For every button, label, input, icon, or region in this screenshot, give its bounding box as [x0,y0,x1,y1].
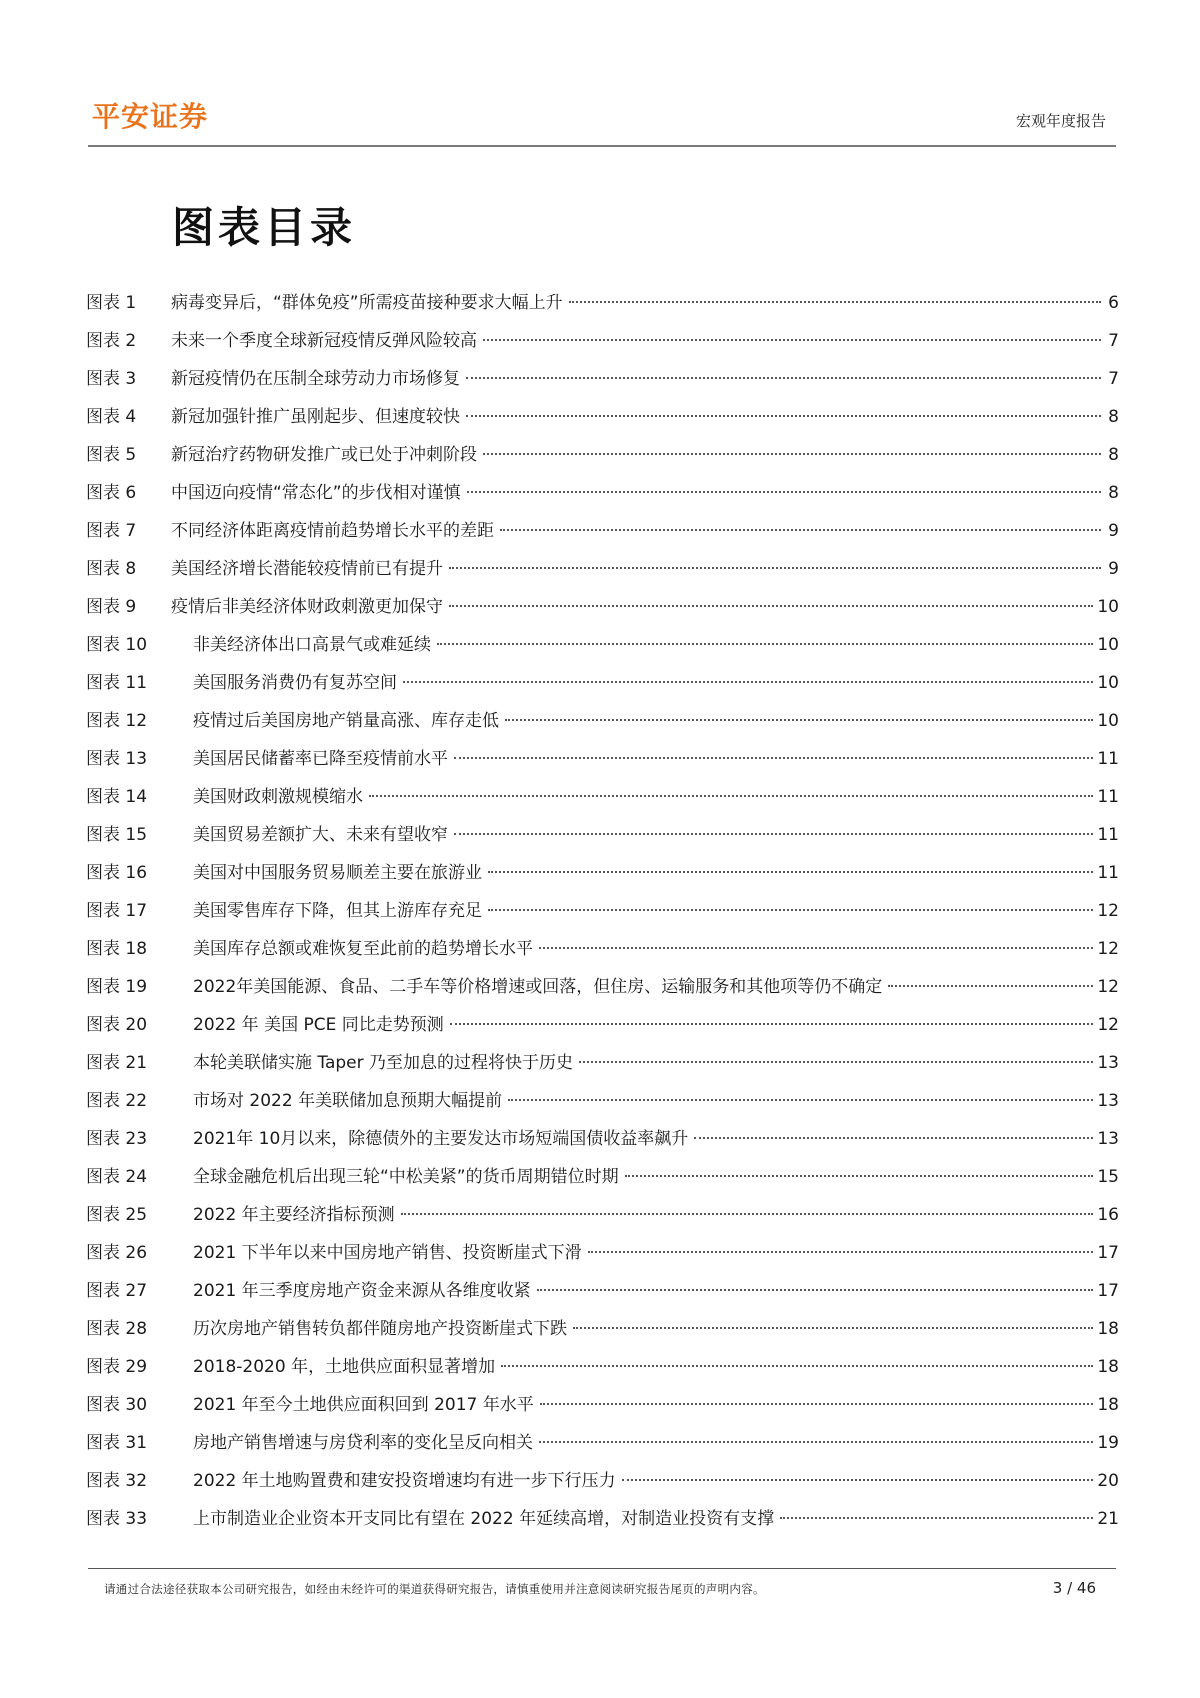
toc-entry-page: 12 [1097,939,1119,959]
toc-entry-title: 市场对 2022 年美联储加息预期大幅提前 [193,1091,503,1111]
toc-entry-label: 图表 23 [86,1129,148,1149]
toc-entry-label: 图表 2 [86,331,137,351]
toc-entry-label: 图表 24 [86,1167,148,1187]
toc-entry[interactable] [86,1082,1119,1120]
toc-entry-page: 20 [1097,1471,1119,1491]
toc-dot-leader [579,1060,1093,1063]
toc-entry-label: 图表 28 [86,1319,148,1339]
toc-entry-title: 美国经济增长潜能较疫情前已有提升 [171,559,443,579]
toc-entry-label: 图表 14 [86,787,148,807]
toc-entry-page: 8 [1108,445,1119,465]
toc-entry[interactable] [86,740,1119,778]
toc-entry-title: 美国库存总额或难恢复至此前的趋势增长水平 [193,939,533,959]
toc-entry-page: 16 [1097,1205,1119,1225]
toc-entry-label: 图表 22 [86,1091,148,1111]
toc-entry[interactable] [86,930,1119,968]
toc-entry[interactable] [86,1424,1119,1462]
toc-entry-page: 19 [1097,1433,1119,1453]
toc-dot-leader [501,1364,1093,1367]
toc-entry-page: 11 [1097,749,1119,769]
toc-dot-leader [573,1326,1093,1329]
toc-entry[interactable] [86,702,1119,740]
toc-entry-page: 10 [1097,673,1119,693]
toc-entry[interactable] [86,1310,1119,1348]
toc-dot-leader [622,1478,1094,1481]
toc-entry-label: 图表 6 [86,483,137,503]
toc-entry[interactable] [86,664,1119,702]
toc-entry-title: 2022 年 美国 PCE 同比走势预测 [193,1015,444,1035]
toc-entry-title: 非美经济体出口高景气或难延续 [193,635,431,655]
toc-entry-title: 病毒变异后，“群体免疫”所需疫苗接种要求大幅上升 [171,293,563,313]
toc-entry-title: 不同经济体距离疫情前趋势增长水平的差距 [171,521,494,541]
toc-entry[interactable] [86,1120,1119,1158]
toc-dot-leader [369,794,1093,797]
footer-divider [88,1568,1116,1569]
toc-entry-label: 图表 18 [86,939,148,959]
toc-entry-label: 图表 8 [86,559,137,579]
toc-dot-leader [569,300,1101,303]
toc-dot-leader [450,1022,1094,1025]
toc-entry-title: 2022 年土地购置费和建安投资增速均有进一步下行压力 [193,1471,616,1491]
toc-entry-page: 17 [1097,1281,1119,1301]
report-type: 宏观年度报告 [1015,112,1106,130]
toc-entry[interactable] [86,1348,1119,1386]
toc-entry-title: 疫情后非美经济体财政刺激更加保守 [171,597,443,617]
toc-dot-leader [449,604,1093,607]
toc-entry-label: 图表 29 [86,1357,148,1377]
page-title: 图表目录 [172,203,357,252]
toc-entry-label: 图表 12 [86,711,148,731]
toc-entry-label: 图表 21 [86,1053,148,1073]
toc-dot-leader [483,452,1101,455]
toc-entry-title: 上市制造业企业资本开支同比有望在 2022 年延续高增，对制造业投资有支撑 [193,1509,775,1529]
toc-entry-title: 疫情过后美国房地产销量高涨、库存走低 [193,711,499,731]
toc-entry-label: 图表 10 [86,635,148,655]
toc-entry-label: 图表 4 [86,407,137,427]
toc-entry-title: 房地产销售增速与房贷利率的变化呈反向相关 [193,1433,533,1453]
toc-entry[interactable] [86,1234,1119,1272]
toc-entry-label: 图表 31 [86,1433,148,1453]
toc-entry-page: 11 [1097,863,1119,883]
toc-entry-page: 9 [1108,559,1119,579]
header-divider [88,145,1116,147]
toc-dot-leader [588,1250,1094,1253]
toc-entry-label: 图表 26 [86,1243,148,1263]
toc-entry-title: 美国财政刺激规模缩水 [193,787,363,807]
company-logo: 平安证券 [92,100,209,133]
toc-dot-leader [505,718,1093,721]
toc-entry-title: 2018-2020 年，土地供应面积显著增加 [193,1357,496,1377]
toc-dot-leader [694,1136,1093,1139]
toc-dot-leader [508,1098,1093,1101]
toc-entry[interactable] [86,360,1119,398]
toc-entry-page: 13 [1097,1091,1119,1111]
toc-dot-leader [780,1516,1093,1519]
toc-entry[interactable] [86,1500,1119,1538]
toc-entry-page: 9 [1108,521,1119,541]
toc-dot-leader [539,1440,1093,1443]
toc-entry[interactable] [86,854,1119,892]
toc-entry-label: 图表 19 [86,977,148,997]
toc-entry-page: 12 [1097,901,1119,921]
toc-entry[interactable] [86,322,1119,360]
toc-entry-title: 中国迈向疫情“常态化”的步伐相对谨慎 [171,483,461,503]
toc-entry-title: 新冠加强针推广虽刚起步、但速度较快 [171,407,460,427]
toc-dot-leader [449,566,1101,569]
toc-entry[interactable] [86,1006,1119,1044]
toc-dot-leader [625,1174,1094,1177]
toc-entry-page: 21 [1097,1509,1119,1529]
toc-entry-page: 11 [1097,825,1119,845]
toc-entry[interactable] [86,550,1119,588]
toc-entry-title: 美国零售库存下降，但其上游库存充足 [193,901,482,921]
toc-entry-page: 15 [1097,1167,1119,1187]
toc-entry-label: 图表 16 [86,863,148,883]
toc-entry-label: 图表 33 [86,1509,148,1529]
toc-dot-leader [466,414,1101,417]
toc-entry-page: 8 [1108,483,1119,503]
toc-dot-leader [500,528,1101,531]
toc-entry-page: 18 [1097,1395,1119,1415]
toc-entry-page: 13 [1097,1129,1119,1149]
toc-dot-leader [403,680,1093,683]
toc-entry[interactable] [86,626,1119,664]
toc-entry[interactable] [86,778,1119,816]
toc-entry-page: 18 [1097,1357,1119,1377]
toc-dot-leader [539,946,1093,949]
toc-entry-title: 2021 下半年以来中国房地产销售、投资断崖式下滑 [193,1243,582,1263]
toc-entry-page: 13 [1097,1053,1119,1073]
toc-entry-label: 图表 5 [86,445,137,465]
toc-entry[interactable] [86,816,1119,854]
toc-entry-title: 2021 年至今土地供应面积回到 2017 年水平 [193,1395,534,1415]
toc-entry-page: 12 [1097,1015,1119,1035]
toc-entry[interactable] [86,588,1119,626]
toc-entry-title: 新冠疫情仍在压制全球劳动力市场修复 [171,369,460,389]
toc-dot-leader [888,984,1093,987]
toc-entry[interactable] [86,1272,1119,1310]
toc-entry-page: 7 [1108,331,1119,351]
toc-entry[interactable] [86,968,1119,1006]
toc-entry[interactable] [86,512,1119,550]
toc-entry[interactable] [86,474,1119,512]
toc-entry[interactable] [86,892,1119,930]
toc-dot-leader [401,1212,1094,1215]
toc-entry-label: 图表 13 [86,749,148,769]
toc-entry[interactable] [86,1044,1119,1082]
toc-entry[interactable] [86,398,1119,436]
toc-entry-label: 图表 20 [86,1015,148,1035]
toc-entry-label: 图表 25 [86,1205,148,1225]
toc-entry[interactable] [86,1196,1119,1234]
toc-dot-leader [437,642,1093,645]
toc-entry-label: 图表 32 [86,1471,148,1491]
toc-entry-label: 图表 3 [86,369,137,389]
toc-entry-title: 美国对中国服务贸易顺差主要在旅游业 [193,863,482,883]
toc-entry-label: 图表 15 [86,825,148,845]
toc-dot-leader [488,870,1093,873]
toc-entry[interactable] [86,284,1119,322]
toc-entry[interactable] [86,1462,1119,1500]
toc-entry-page: 18 [1097,1319,1119,1339]
toc-entry-title: 全球金融危机后出现三轮“中松美紧”的货币周期错位时期 [193,1167,619,1187]
toc-entry-page: 6 [1108,293,1119,313]
toc-dot-leader [488,908,1093,911]
toc-entry-title: 美国服务消费仍有复苏空间 [193,673,397,693]
toc-dot-leader [454,832,1093,835]
toc-entry-label: 图表 9 [86,597,137,617]
toc-entry[interactable] [86,1158,1119,1196]
toc-dot-leader [540,1402,1094,1405]
toc-entry-label: 图表 1 [86,293,137,313]
page-number: 3 / 46 [1052,1579,1096,1597]
toc-entry-title: 2022年美国能源、食品、二手车等价格增速或回落，但住房、运输服务和其他项等仍不确定 [193,977,883,997]
toc-entry-title: 历次房地产销售转负都伴随房地产投资断崖式下跌 [193,1319,567,1339]
footer-disclaimer: 请通过合法途径获取本公司研究报告，如经由未经许可的渠道获得研究报告，请慎重使用并注意阅读研究报告尾页的声明内容。 [104,1582,765,1596]
toc-entry-label: 图表 27 [86,1281,148,1301]
toc-dot-leader [483,338,1101,341]
toc-dot-leader [454,756,1093,759]
toc-entry-label: 图表 11 [86,673,148,693]
toc-entry-page: 11 [1097,787,1119,807]
toc-entry-title: 2022 年主要经济指标预测 [193,1205,395,1225]
toc-dot-leader [537,1288,1094,1291]
toc-entry-title: 美国居民储蓄率已降至疫情前水平 [193,749,448,769]
toc-entry-title: 2021年 10月以来，除德债外的主要发达市场短端国债收益率飙升 [193,1129,689,1149]
toc-entry-title: 2021 年三季度房地产资金来源从各维度收紧 [193,1281,531,1301]
toc-entry-page: 10 [1097,711,1119,731]
toc-entry-page: 10 [1097,597,1119,617]
toc-dot-leader [467,490,1101,493]
toc-entry-page: 10 [1097,635,1119,655]
toc-entry-label: 图表 7 [86,521,137,541]
toc-entry-title: 本轮美联储实施 Taper 乃至加息的过程将快于历史 [193,1053,574,1073]
figure-table-of-contents [86,284,1119,1538]
toc-entry-page: 7 [1108,369,1119,389]
toc-entry-title: 新冠治疗药物研发推广或已处于冲刺阶段 [171,445,477,465]
toc-entry-page: 12 [1097,977,1119,997]
toc-entry-title: 未来一个季度全球新冠疫情反弹风险较高 [171,331,477,351]
toc-entry-title: 美国贸易差额扩大、未来有望收窄 [193,825,448,845]
toc-entry-page: 8 [1108,407,1119,427]
toc-entry-page: 17 [1097,1243,1119,1263]
toc-entry-label: 图表 30 [86,1395,148,1415]
toc-entry-label: 图表 17 [86,901,148,921]
toc-dot-leader [466,376,1101,379]
toc-entry[interactable] [86,1386,1119,1424]
toc-entry[interactable] [86,436,1119,474]
